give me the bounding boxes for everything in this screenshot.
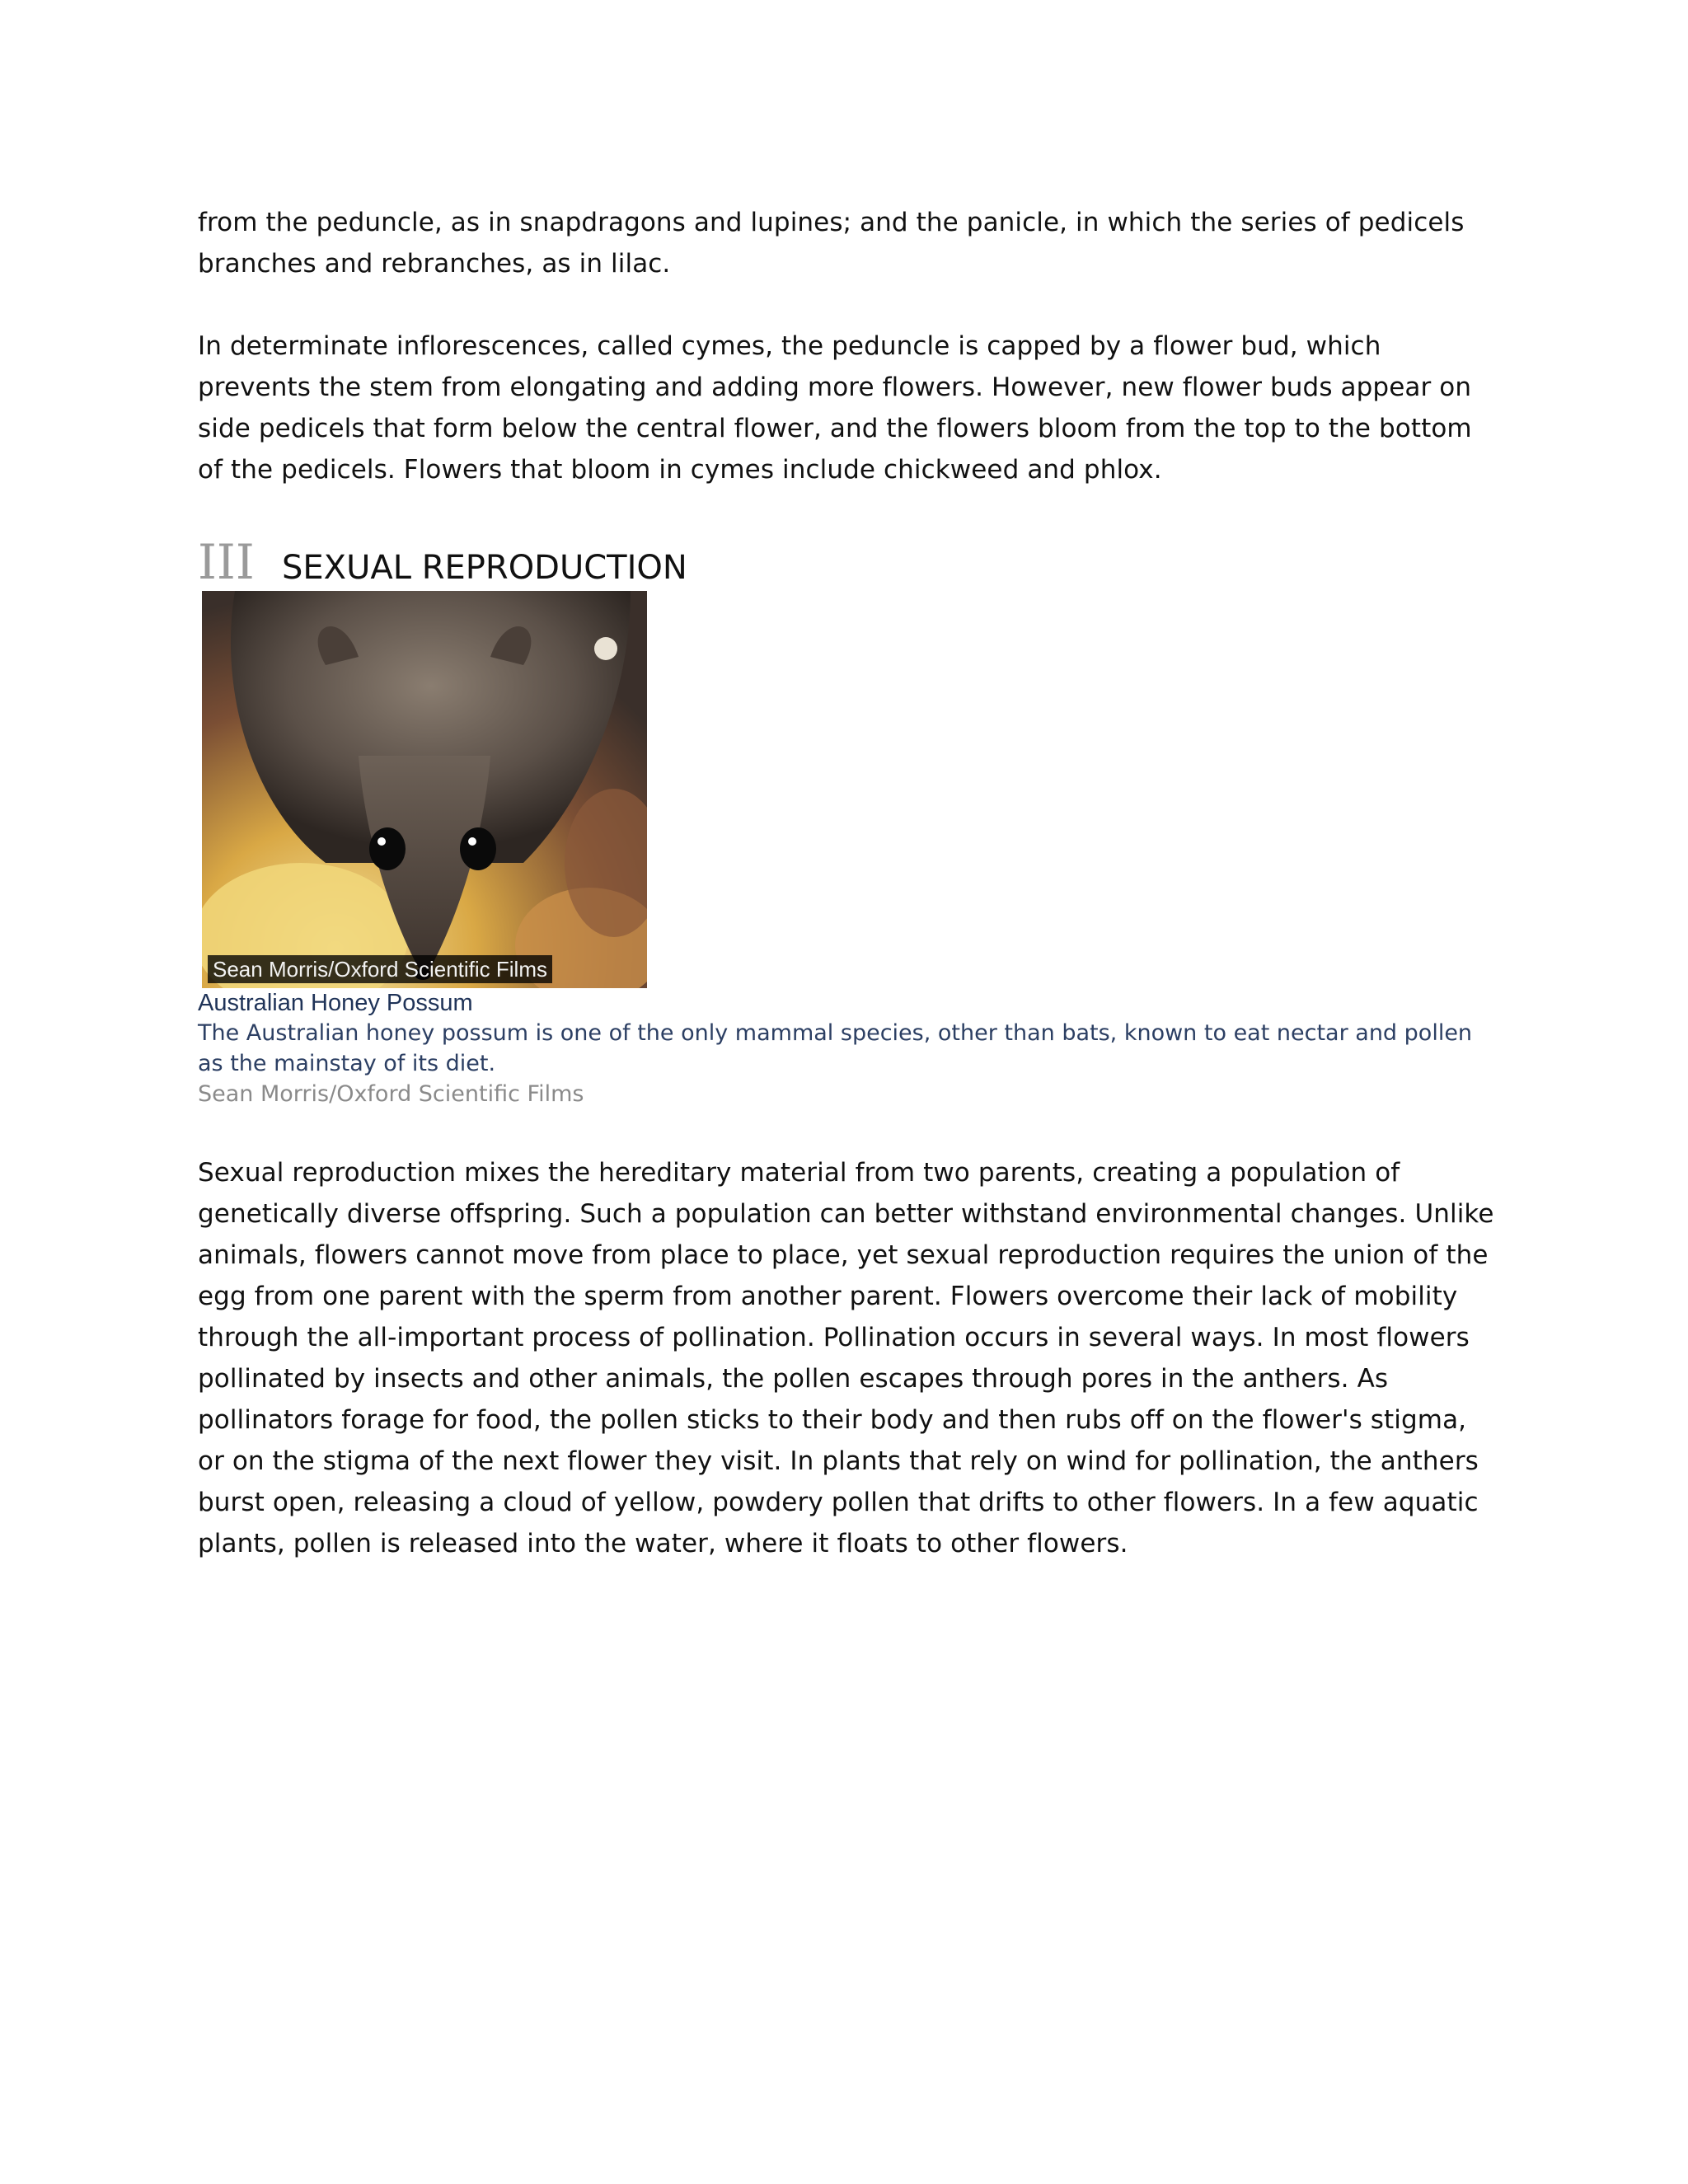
section-heading (198, 533, 1500, 591)
figure-caption-text: The Australian honey possum is one of the only mammal species, other than bats, known to eat nectar and pollen as the mainstay of its diet. (198, 1020, 1473, 1076)
document-page (198, 202, 1500, 1564)
paragraph-determinate-inflorescences: In determinate inflorescences, called cymes, the peduncle is capped by a flower bud, which prevents the stem from elongating and adding more flowers. However, new flower buds appear on side pedicels that form below the central flower, and the flowers bloom from the top to the bottom of the pedicels. Flowers that bloom in cymes include chickweed and phlox. (198, 331, 1472, 485)
paragraph-sexual-reproduction: Sexual reproduction mixes the hereditary material from two parents, creating a population of genetically diverse offspring. Such a population can better withstand environmental changes. Unlike animals, flowers cannot move from place to place, yet sexual reproduction requires the union of the egg from one parent with the sperm from another parent. Flowers overcome their lack of mobility through the all-important process of pollination. Pollination occurs in several ways. In most flowers pollinated by insects and other animals, the pollen escapes through pores in the anthers. As pollinators forage for food, the pollen sticks to their body and then rubs off on the flower's stigma, or on the stigma of the next flower they visit. In plants that rely on wind for pollination, the anthers burst open, releasing a cloud of yellow, powdery pollen that drifts to other flowers. In a few aquatic plants, pollen is released into the water, where it floats to other flowers. (198, 1158, 1494, 1558)
photo-credit-overlay: Sean Morris/Oxford Scientific Films (208, 955, 552, 983)
figure-caption-credit: Sean Morris/Oxford Scientific Films (198, 1081, 584, 1107)
section-number: III (198, 534, 255, 590)
figure-caption-title: Australian Honey Possum (198, 990, 473, 1016)
section-title: SEXUAL REPRODUCTION (282, 549, 687, 587)
honey-possum-image (202, 591, 647, 988)
paragraph-inflorescence-continued: from the peduncle, as in snapdragons and lupines; and the panicle, in which the series of pedicels branches and rebranches, as in lilac. (198, 208, 1465, 279)
honey-possum-photo (202, 591, 647, 988)
